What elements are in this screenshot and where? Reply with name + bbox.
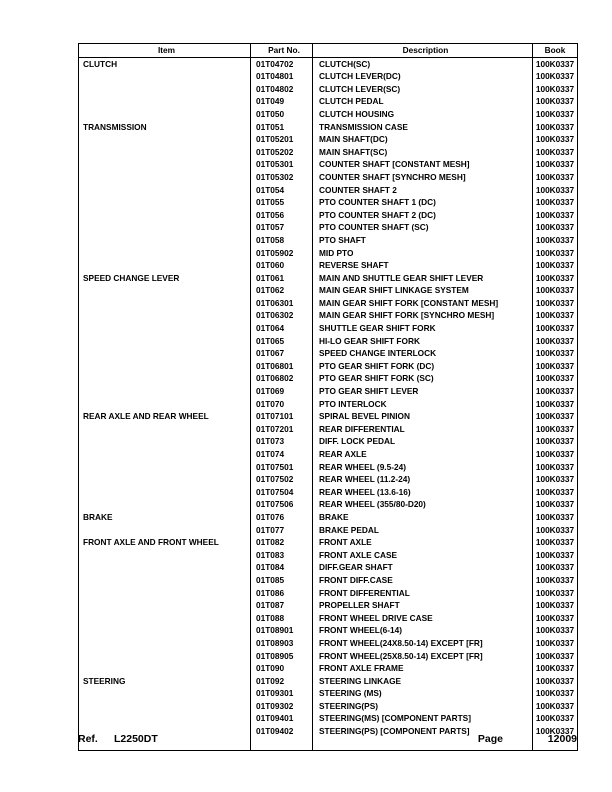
- cell-item: [79, 448, 251, 461]
- parts-table: [78, 43, 578, 751]
- cell-description: FRONT AXLE FRAME: [313, 662, 533, 675]
- cell-description: BRAKE PEDAL: [313, 524, 533, 537]
- cell-book: 100K0337: [535, 121, 575, 132]
- cell-book: 100K0337: [535, 675, 575, 686]
- cell-item: [79, 133, 251, 146]
- cell-part-no: 01T07501: [251, 461, 313, 474]
- cell-part-no: 01T082: [251, 536, 313, 549]
- cell-book: 100K0337: [535, 71, 575, 82]
- cell-description: STEERING(PS) [COMPONENT PARTS]: [313, 725, 533, 738]
- cell-part-no: 01T051: [251, 121, 313, 134]
- table-row: [79, 158, 578, 171]
- cell-description: COUNTER SHAFT [SYNCHRO MESH]: [313, 171, 533, 184]
- cell-part-no: 01T09401: [251, 712, 313, 725]
- table-row: [79, 461, 578, 474]
- table-row: [79, 612, 578, 625]
- cell-book: 100K0337: [535, 197, 575, 208]
- table-row: [79, 650, 578, 663]
- cell-part-no: 01T07504: [251, 486, 313, 499]
- cell-part-no: 01T057: [251, 221, 313, 234]
- table-row: [79, 171, 578, 184]
- cell-item: SPEED CHANGE LEVER: [79, 272, 251, 285]
- cell-item: [79, 423, 251, 436]
- cell-item: [79, 624, 251, 637]
- table-row: [79, 675, 578, 688]
- cell-item: STEERING: [79, 675, 251, 688]
- cell-description: REAR WHEEL (355/80-D20): [313, 498, 533, 511]
- table-row: [79, 322, 578, 335]
- cell-description: MAIN GEAR SHIFT FORK [SYNCHRO MESH]: [313, 309, 533, 322]
- table-row: [79, 372, 578, 385]
- cell-description: FRONT WHEEL(6-14): [313, 624, 533, 637]
- cell-item: [79, 83, 251, 96]
- cell-item: [79, 587, 251, 600]
- cell-description: TRANSMISSION CASE: [313, 121, 533, 134]
- cell-item: CLUTCH: [79, 57, 251, 70]
- cell-description: PTO COUNTER SHAFT (SC): [313, 221, 533, 234]
- cell-description: MAIN SHAFT(DC): [313, 133, 533, 146]
- cell-part-no: 01T092: [251, 675, 313, 688]
- cell-book: 100K0337: [535, 247, 575, 258]
- cell-part-no: 01T088: [251, 612, 313, 625]
- table-header-row: [79, 44, 578, 58]
- cell-item: TRANSMISSION: [79, 121, 251, 134]
- cell-book: 100K0337: [535, 562, 575, 573]
- cell-part-no: 01T07201: [251, 423, 313, 436]
- table-row: [79, 498, 578, 511]
- table-row: [79, 549, 578, 562]
- table-row: [79, 221, 578, 234]
- cell-item: [79, 461, 251, 474]
- cell-part-no: 01T05202: [251, 146, 313, 159]
- table-row: [79, 511, 578, 524]
- cell-part-no: 01T065: [251, 335, 313, 348]
- cell-item: [79, 322, 251, 335]
- cell-item: [79, 662, 251, 675]
- cell-item: [79, 184, 251, 197]
- cell-part-no: 01T067: [251, 347, 313, 360]
- cell-part-no: 01T085: [251, 574, 313, 587]
- cell-item: [79, 372, 251, 385]
- table-row: [79, 259, 578, 272]
- cell-description: FRONT AXLE: [313, 536, 533, 549]
- cell-part-no: 01T076: [251, 511, 313, 524]
- cell-part-no: 01T08905: [251, 650, 313, 663]
- cell-description: STEERING(MS) [COMPONENT PARTS]: [313, 712, 533, 725]
- cell-description: PTO GEAR SHIFT FORK (SC): [313, 372, 533, 385]
- cell-item: [79, 247, 251, 260]
- cell-part-no: 01T08901: [251, 624, 313, 637]
- cell-part-no: 01T05302: [251, 171, 313, 184]
- cell-part-no: 01T07101: [251, 410, 313, 423]
- cell-part-no: 01T09301: [251, 687, 313, 700]
- cell-book: 100K0337: [535, 700, 575, 711]
- cell-description: MAIN GEAR SHIFT LINKAGE SYSTEM: [313, 284, 533, 297]
- cell-item: [79, 637, 251, 650]
- cell-book: 100K0337: [535, 663, 575, 674]
- table-row: [79, 700, 578, 713]
- cell-book: 100K0337: [535, 146, 575, 157]
- cell-book: 100K0337: [535, 209, 575, 220]
- table-row: [79, 473, 578, 486]
- cell-item: FRONT AXLE AND FRONT WHEEL: [79, 536, 251, 549]
- cell-description: PTO GEAR SHIFT LEVER: [313, 385, 533, 398]
- cell-description: FRONT WHEEL(25X8.50-14) EXCEPT [FR]: [313, 650, 533, 663]
- cell-part-no: 01T09402: [251, 725, 313, 738]
- cell-description: PTO INTERLOCK: [313, 398, 533, 411]
- cell-book: 100K0337: [535, 386, 575, 397]
- cell-item: [79, 209, 251, 222]
- table-row: [79, 297, 578, 310]
- cell-part-no: 01T064: [251, 322, 313, 335]
- cell-part-no: 01T04801: [251, 70, 313, 83]
- table-row: [79, 599, 578, 612]
- cell-description: SPIRAL BEVEL PINION: [313, 410, 533, 423]
- table-row: [79, 284, 578, 297]
- cell-description: FRONT DIFFERENTIAL: [313, 587, 533, 600]
- cell-book: 100K0337: [535, 650, 575, 661]
- footer-ref-value: L2250DT: [114, 733, 158, 745]
- cell-part-no: 01T062: [251, 284, 313, 297]
- cell-item: [79, 360, 251, 373]
- cell-item: [79, 435, 251, 448]
- cell-part-no: 01T05201: [251, 133, 313, 146]
- cell-item: [79, 309, 251, 322]
- table-row: [79, 83, 578, 96]
- table-row: [79, 398, 578, 411]
- cell-description: REAR AXLE: [313, 448, 533, 461]
- cell-description: CLUTCH HOUSING: [313, 108, 533, 121]
- table-row: [79, 133, 578, 146]
- cell-description: MID PTO: [313, 247, 533, 260]
- table-row: [79, 272, 578, 285]
- cell-book: 100K0337: [535, 625, 575, 636]
- cell-book: 100K0337: [535, 411, 575, 422]
- cell-description: REVERSE SHAFT: [313, 259, 533, 272]
- cell-part-no: 01T055: [251, 196, 313, 209]
- cell-item: [79, 398, 251, 411]
- cell-book: 100K0337: [535, 234, 575, 245]
- table-row: [79, 410, 578, 423]
- table-row: [79, 587, 578, 600]
- cell-part-no: 01T09302: [251, 700, 313, 713]
- table-row: [79, 209, 578, 222]
- cell-description: REAR WHEEL (9.5-24): [313, 461, 533, 474]
- cell-item: [79, 524, 251, 537]
- cell-book: 100K0337: [535, 713, 575, 724]
- cell-book: 100K0337: [535, 171, 575, 182]
- table-row: [79, 146, 578, 159]
- table-row: [79, 108, 578, 121]
- cell-part-no: 01T084: [251, 561, 313, 574]
- footer-page-label: Page: [477, 733, 503, 745]
- cell-description: REAR WHEEL (13.6-16): [313, 486, 533, 499]
- cell-part-no: 01T087: [251, 599, 313, 612]
- cell-part-no: 01T06802: [251, 372, 313, 385]
- cell-item: [79, 297, 251, 310]
- cell-part-no: 01T08903: [251, 637, 313, 650]
- cell-book: 100K0337: [535, 184, 575, 195]
- cell-part-no: 01T074: [251, 448, 313, 461]
- cell-item: [79, 95, 251, 108]
- cell-part-no: 01T083: [251, 549, 313, 562]
- table-row: [79, 712, 578, 725]
- cell-part-no: 01T06302: [251, 309, 313, 322]
- cell-book: 100K0337: [535, 537, 575, 548]
- cell-part-no: 01T090: [251, 662, 313, 675]
- cell-part-no: 01T058: [251, 234, 313, 247]
- table-row: [79, 184, 578, 197]
- cell-item: REAR AXLE AND REAR WHEEL: [79, 410, 251, 423]
- footer-ref-label: Ref.: [78, 733, 98, 745]
- table-row: [79, 423, 578, 436]
- cell-part-no: 01T060: [251, 259, 313, 272]
- cell-description: PTO COUNTER SHAFT 2 (DC): [313, 209, 533, 222]
- cell-book: 100K0337: [535, 335, 575, 346]
- table-row: [79, 435, 578, 448]
- cell-book: 100K0337: [535, 373, 575, 384]
- cell-description: COUNTER SHAFT 2: [313, 184, 533, 197]
- table-row: [79, 524, 578, 537]
- cell-part-no: 01T049: [251, 95, 313, 108]
- cell-item: [79, 599, 251, 612]
- cell-description: SHUTTLE GEAR SHIFT FORK: [313, 322, 533, 335]
- cell-item: [79, 712, 251, 725]
- table-row: [79, 574, 578, 587]
- cell-part-no: 01T07506: [251, 498, 313, 511]
- cell-book: 100K0337: [535, 159, 575, 170]
- cell-item: [79, 221, 251, 234]
- cell-description: DIFF.GEAR SHAFT: [313, 561, 533, 574]
- cell-item: [79, 347, 251, 360]
- cell-book: 100K0337: [535, 436, 575, 447]
- cell-book: 100K0337: [535, 398, 575, 409]
- cell-item: [79, 385, 251, 398]
- cell-book: 100K0337: [535, 348, 575, 359]
- cell-book: 100K0337: [535, 688, 575, 699]
- cell-part-no: 01T050: [251, 108, 313, 121]
- column-header-part-no: Part No.: [251, 44, 313, 58]
- table-row: [79, 360, 578, 373]
- cell-part-no: 01T054: [251, 184, 313, 197]
- cell-description: STEERING LINKAGE: [313, 675, 533, 688]
- table-row: [79, 385, 578, 398]
- cell-book: 100K0337: [535, 587, 575, 598]
- cell-description: STEERING (MS): [313, 687, 533, 700]
- cell-description: PTO COUNTER SHAFT 1 (DC): [313, 196, 533, 209]
- cell-book: 100K0337: [535, 574, 575, 585]
- table-row: [79, 196, 578, 209]
- cell-book: 100K0337: [535, 511, 575, 522]
- cell-part-no: 01T05301: [251, 158, 313, 171]
- cell-book: 100K0337: [535, 134, 575, 145]
- cell-part-no: 01T086: [251, 587, 313, 600]
- table-row: [79, 70, 578, 83]
- column-header-item: Item: [79, 44, 251, 58]
- cell-description: CLUTCH PEDAL: [313, 95, 533, 108]
- cell-description: FRONT AXLE CASE: [313, 549, 533, 562]
- table-row: [79, 57, 578, 70]
- cell-book: 100K0337: [535, 486, 575, 497]
- cell-item: [79, 498, 251, 511]
- table-row: [79, 121, 578, 134]
- cell-part-no: 01T073: [251, 435, 313, 448]
- cell-book: 100K0337: [535, 272, 575, 283]
- page-footer: [78, 733, 577, 749]
- cell-item: [79, 687, 251, 700]
- cell-description: CLUTCH(SC): [313, 57, 533, 70]
- cell-book: 100K0337: [535, 285, 575, 296]
- table-row: [79, 95, 578, 108]
- cell-item: [79, 612, 251, 625]
- cell-part-no: 01T07502: [251, 473, 313, 486]
- cell-book: 100K0337: [535, 461, 575, 472]
- table-row: [79, 536, 578, 549]
- cell-item: [79, 700, 251, 713]
- cell-item: [79, 335, 251, 348]
- table-row: [79, 247, 578, 260]
- cell-description: MAIN SHAFT(SC): [313, 146, 533, 159]
- cell-book: 100K0337: [535, 524, 575, 535]
- cell-item: BRAKE: [79, 511, 251, 524]
- column-header-book: Book: [533, 44, 578, 58]
- cell-item: [79, 196, 251, 209]
- footer-page-value: 12009: [547, 733, 577, 745]
- cell-item: [79, 234, 251, 247]
- cell-description: BRAKE: [313, 511, 533, 524]
- cell-book: 100K0337: [535, 323, 575, 334]
- table-row: [79, 335, 578, 348]
- cell-book: 100K0337: [535, 449, 575, 459]
- cell-description: CLUTCH LEVER(DC): [313, 70, 533, 83]
- table-row: [79, 687, 578, 700]
- cell-description: DIFF. LOCK PEDAL: [313, 435, 533, 448]
- cell-description: PTO GEAR SHIFT FORK (DC): [313, 360, 533, 373]
- cell-book: 100K0337: [535, 260, 575, 271]
- table-row: [79, 347, 578, 360]
- cell-description: MAIN GEAR SHIFT FORK [CONSTANT MESH]: [313, 297, 533, 310]
- cell-item: [79, 108, 251, 121]
- cell-book: 100K0337: [535, 423, 575, 434]
- cell-item: [79, 70, 251, 83]
- cell-part-no: 01T05902: [251, 247, 313, 260]
- table-row: [79, 662, 578, 675]
- cell-item: [79, 473, 251, 486]
- table-row: [79, 448, 578, 461]
- cell-description: FRONT DIFF.CASE: [313, 574, 533, 587]
- cell-part-no: 01T04702: [251, 57, 313, 70]
- cell-part-no: 01T061: [251, 272, 313, 285]
- cell-part-no: 01T04802: [251, 83, 313, 96]
- cell-part-no: 01T070: [251, 398, 313, 411]
- cell-description: COUNTER SHAFT [CONSTANT MESH]: [313, 158, 533, 171]
- cell-book: 100K0337: [535, 726, 575, 737]
- cell-part-no: 01T06301: [251, 297, 313, 310]
- cell-book: 100K0337: [535, 612, 575, 623]
- cell-book: 100K0337: [535, 549, 575, 560]
- cell-item: [79, 549, 251, 562]
- cell-item: [79, 171, 251, 184]
- cell-item: [79, 574, 251, 587]
- table-row: [79, 309, 578, 322]
- cell-book: 100K0337: [535, 360, 575, 371]
- cell-part-no: 01T06801: [251, 360, 313, 373]
- cell-item: [79, 146, 251, 159]
- cell-item: [79, 486, 251, 499]
- cell-description: MAIN AND SHUTTLE GEAR SHIFT LEVER: [313, 272, 533, 285]
- cell-description: PTO SHAFT: [313, 234, 533, 247]
- cell-description: CLUTCH LEVER(SC): [313, 83, 533, 96]
- cell-item: [79, 650, 251, 663]
- table-header: [79, 44, 578, 58]
- cell-book: 100K0337: [535, 222, 575, 233]
- cell-description: REAR DIFFERENTIAL: [313, 423, 533, 436]
- cell-item: [79, 561, 251, 574]
- cell-book: 100K0337: [535, 58, 575, 69]
- cell-book: 100K0337: [535, 83, 575, 94]
- cell-description: PROPELLER SHAFT: [313, 599, 533, 612]
- column-header-description: Description: [313, 44, 533, 58]
- cell-description: HI-LO GEAR SHIFT FORK: [313, 335, 533, 348]
- table-body: [79, 57, 578, 751]
- cell-book: 100K0337: [535, 474, 575, 485]
- table-row: [79, 234, 578, 247]
- cell-part-no: 01T069: [251, 385, 313, 398]
- table-row: [79, 637, 578, 650]
- table-row: [79, 486, 578, 499]
- cell-item: [79, 158, 251, 171]
- table-row: [79, 561, 578, 574]
- cell-book: 100K0337: [535, 499, 575, 510]
- cell-book: 100K0337: [535, 310, 575, 321]
- cell-description: SPEED CHANGE INTERLOCK: [313, 347, 533, 360]
- cell-part-no: 01T077: [251, 524, 313, 537]
- cell-item: [79, 284, 251, 297]
- cell-description: FRONT WHEEL(24X8.50-14) EXCEPT [FR]: [313, 637, 533, 650]
- cell-description: REAR WHEEL (11.2-24): [313, 473, 533, 486]
- cell-part-no: 01T056: [251, 209, 313, 222]
- cell-book: 100K0337: [535, 108, 575, 119]
- cell-item: [79, 259, 251, 272]
- cell-book: 100K0337: [535, 297, 575, 308]
- cell-book: 100K0337: [535, 96, 575, 107]
- cell-description: STEERING(PS): [313, 700, 533, 713]
- table-row: [79, 624, 578, 637]
- cell-book: 100K0337: [535, 637, 575, 648]
- cell-description: FRONT WHEEL DRIVE CASE: [313, 612, 533, 625]
- cell-book: 100K0337: [535, 600, 575, 611]
